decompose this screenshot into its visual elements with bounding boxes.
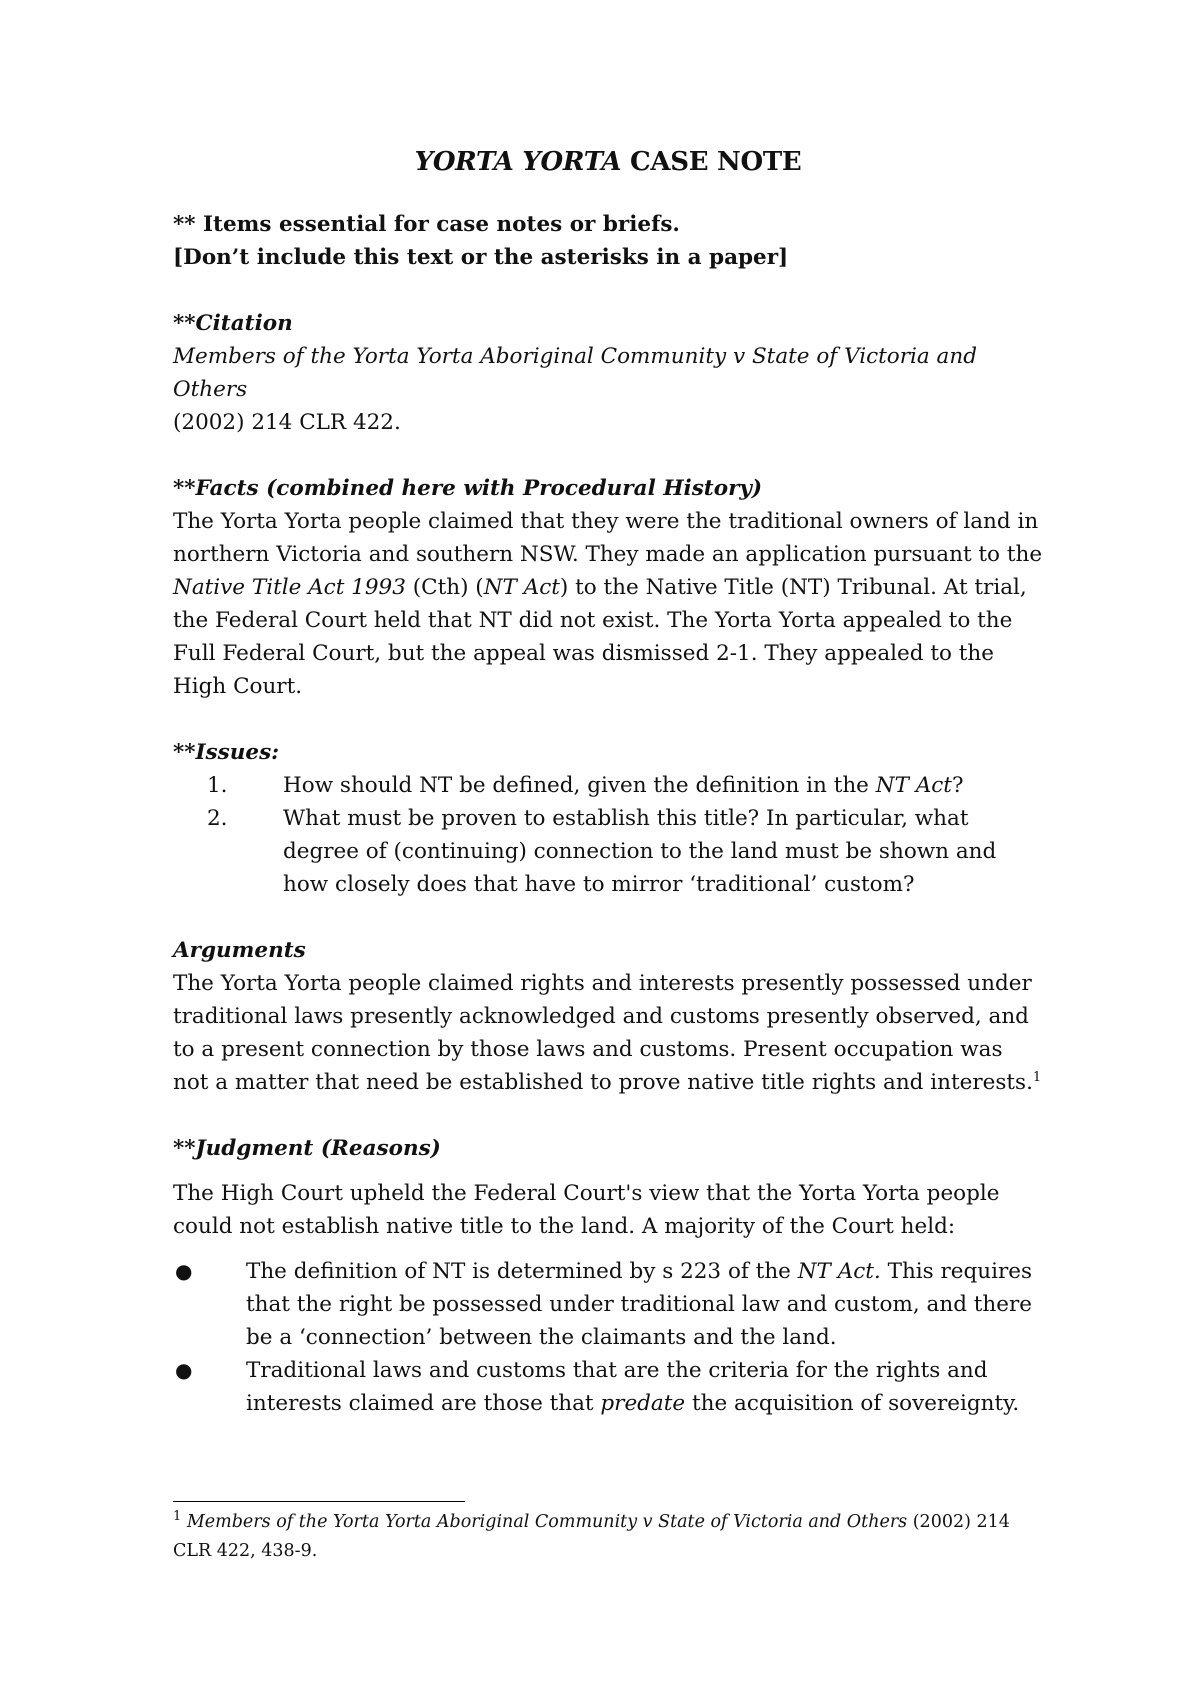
judgment-heading: **Judgment (Reasons) bbox=[173, 1136, 441, 1161]
list-item: ● Traditional laws and customs that are the criteria for the rights and interests claimed are those that predate the acquisition of sovereignty. bbox=[173, 1354, 1043, 1420]
citation-heading: **Citation bbox=[173, 311, 293, 336]
facts-heading: **Facts (combined here with Procedural History) bbox=[173, 476, 763, 501]
list-item: 2. What must be proven to establish this title? In particular, what degree of (continuing) connection to the land must be shown and how closely does that have to mirror ‘traditional’ custom? bbox=[207, 806, 997, 897]
footnote-divider bbox=[173, 1501, 465, 1502]
footnote-number: 1 bbox=[173, 1509, 182, 1525]
intro-note bbox=[173, 208, 1043, 274]
bullet-icon: ● bbox=[175, 1358, 193, 1382]
arguments-text: The Yorta Yorta people claimed rights and interests presently possessed under traditional laws presently acknowledged and customs presently observed, and to a present connection by those laws and customs. Present occupation was not a matter that need be established to prove native title rights and interests.$^1$ bbox=[173, 971, 1042, 1095]
document-body bbox=[173, 142, 1043, 1420]
intro-line-1: ** Items essential for case notes or briefs. bbox=[173, 212, 680, 237]
list-item: 1. How should NT be defined, given the definition in the NT Act? bbox=[207, 773, 964, 798]
issues-heading: **Issues: bbox=[173, 740, 280, 765]
list-item: ● The definition of NT is determined by s 223 of the NT Act. This requires that the right be possessed under traditional law and custom, and there be a ‘connection’ between the claimants and the land. bbox=[173, 1255, 1043, 1354]
judgment-bullets bbox=[173, 1255, 1043, 1420]
footnote-ref[interactable]: 1 bbox=[1032, 1069, 1042, 1085]
footnote: $^1$ Members of the Yorta Yorta Aboriginal Community v State of Victoria and Others (2002) 214 CLR 422, 438-9. bbox=[173, 1509, 1010, 1561]
arguments-heading: Arguments bbox=[173, 938, 306, 963]
intro-line-2: [Don’t include this text or the asterisks in a paper] bbox=[173, 245, 789, 270]
facts-text: The Yorta Yorta people claimed that they were the traditional owners of land in northern Victoria and southern NSW. They made an application pursuant to the Native Title Act 1993 (Cth) (NT Act) to the Native Title (NT) Tribunal. At trial, the Federal Court held that NT did not exist. The Yorta Yorta appealed to the Full Federal Court, but the appeal was dismissed 2-1. They appealed to the High Court. bbox=[173, 509, 1043, 699]
judgment-intro: The High Court upheld the Federal Court's view that the Yorta Yorta people could not establish native title to the land. A majority of the Court held: bbox=[173, 1181, 1000, 1239]
citation-text: Members of the Yorta Yorta Aboriginal Community v State of Victoria and Others (2002) 214 CLR 422. bbox=[173, 344, 977, 435]
page-title: YORTA YORTA CASE NOTE bbox=[414, 147, 802, 177]
bullet-icon: ● bbox=[175, 1259, 193, 1283]
issues-list bbox=[173, 769, 1043, 901]
